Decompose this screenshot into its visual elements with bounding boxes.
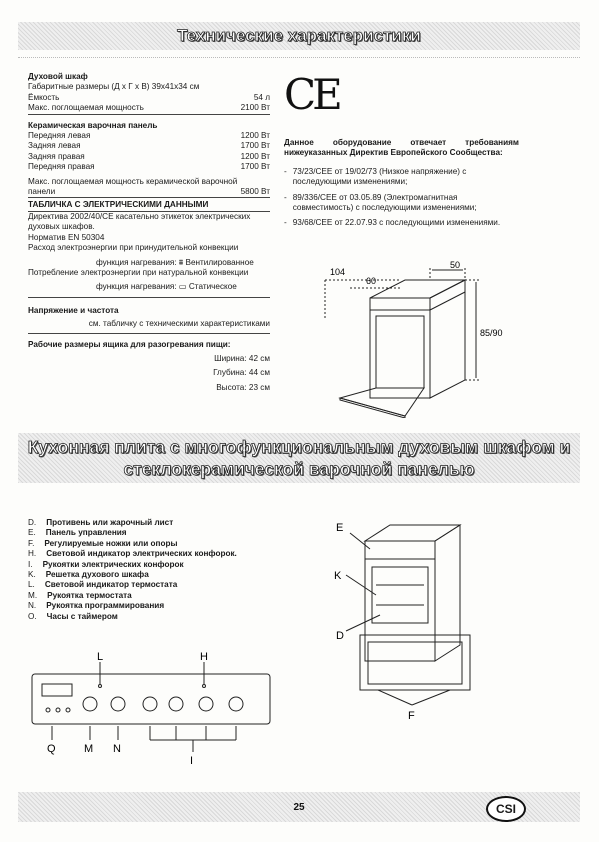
hob-row xyxy=(28,162,270,172)
part-text: Противень или жарочный лист xyxy=(46,518,174,527)
dimension-drawing xyxy=(300,258,510,418)
ce-item-text: 73/23/CEE от 19/02/73 (Низкое напряжение) с последующими изменениями; xyxy=(292,166,467,187)
part-letter: I. xyxy=(28,559,33,569)
list-item xyxy=(28,549,288,559)
dim-104: 104 xyxy=(330,267,346,277)
page-title: Технические характеристики xyxy=(177,26,421,45)
hob-row-label: Задняя правая xyxy=(28,151,85,161)
label-q: Q xyxy=(47,743,56,755)
list-item xyxy=(28,518,288,528)
ce-item-text: 93/68/CEE от 22.07.93 с последующими изменениями. xyxy=(292,218,501,228)
part-letter: N. xyxy=(28,601,37,611)
voltage-text: см. табличку с техническими характеристиками xyxy=(28,319,270,333)
oven-section xyxy=(28,72,270,115)
ce-item-text: 89/336/CEE от 03.05.89 (Электромагнитная совместимость) с последующими изменениями; xyxy=(292,192,477,213)
csi-logo xyxy=(486,796,526,822)
part-text: Панель управления xyxy=(45,528,127,538)
parts-list xyxy=(28,518,288,622)
hob-section xyxy=(28,121,270,199)
oven-dims: Габаритные размеры (Д x Г x В) 39x41x34 см xyxy=(28,82,200,92)
oven-heading: Духовой шкаф xyxy=(28,72,88,81)
label-n: N xyxy=(113,743,121,755)
part-letter: K. xyxy=(28,570,36,580)
label-d: D xyxy=(336,630,344,642)
part-text: Решетка духового шкафа xyxy=(45,570,149,580)
part-letter: M. xyxy=(28,590,38,600)
middle-title-line-2: стеклокерамической варочной панелью xyxy=(123,459,475,479)
hob-total-label-2: панели xyxy=(28,187,56,197)
ce-item: - 93/68/CEE от 22.07.93 с последующими изменениями. xyxy=(284,218,501,228)
plate-line: Директива 2002/40/CE касательно этикеток электрических xyxy=(28,211,251,221)
ce-mark xyxy=(284,70,339,119)
drawer-depth: Глубина: 44 см xyxy=(213,368,270,378)
hob-row-label: Передняя правая xyxy=(28,162,95,172)
list-item xyxy=(28,570,288,580)
ce-item: - 89/336/CEE от 03.05.89 (Электромагнитная совместимость) с последующими изменениями; xyxy=(284,193,519,214)
list-item xyxy=(28,612,288,622)
hob-row xyxy=(28,131,270,141)
ce-section xyxy=(284,138,519,229)
label-i: I xyxy=(190,755,194,767)
part-letter: F. xyxy=(28,538,35,548)
drawer-width: Ширина: 42 см xyxy=(214,353,270,363)
oven-power-value: 2100 Вт xyxy=(240,103,270,113)
middle-title-line-1: Кухонная плита с многофункциональным духовым шкафом и xyxy=(27,437,571,457)
dim-85-90: 85/90 xyxy=(480,328,503,338)
part-letter: E. xyxy=(28,528,36,538)
hob-total-row xyxy=(28,187,270,198)
ce-mark-text: CE xyxy=(284,70,339,119)
list-item xyxy=(28,580,288,590)
specs-column xyxy=(28,72,270,399)
hob-total-value: 5800 Вт xyxy=(240,187,270,197)
part-text: Рукоятки электрических конфорок xyxy=(42,559,184,569)
part-text: Регулируемые ножки или опоры xyxy=(44,538,178,548)
hob-row xyxy=(28,152,270,162)
drawer-height: Высота: 23 см xyxy=(216,382,270,392)
plate-line: функция нагревания: ▭ Статическое xyxy=(28,282,270,297)
page-number: 25 xyxy=(293,801,305,813)
hob-row-label: Задняя левая xyxy=(28,141,81,151)
plate-heading: ТАБЛИЧКА С ЭЛЕКТРИЧЕСКИМИ ДАННЫМИ xyxy=(28,200,270,211)
voltage-heading: Напряжение и частота xyxy=(28,305,119,315)
plate-line: функция нагревания: ⩩ Вентилированное xyxy=(96,257,254,267)
label-e: E xyxy=(336,522,344,534)
hob-row-value: 1700 Вт xyxy=(240,141,270,151)
part-text: Световой индикатор термостата xyxy=(44,580,178,590)
dim-50: 50 xyxy=(450,260,461,270)
cooker-drawing xyxy=(330,515,550,725)
part-text: Световой индикатор электрических конфорок. xyxy=(46,549,237,559)
label-f: F xyxy=(408,710,415,722)
part-letter: L. xyxy=(28,580,35,590)
plate-line: Норматив EN 50304 xyxy=(28,232,105,242)
plate-line: Потребление электроэнергии при натуральной конвекции xyxy=(28,267,249,277)
list-item xyxy=(28,601,288,611)
label-m: M xyxy=(84,743,94,755)
part-letter: D. xyxy=(28,518,37,527)
top-divider xyxy=(18,57,580,58)
plate-section xyxy=(28,200,270,297)
ce-item: - 73/23/CEE от 19/02/73 (Низкое напряжение) с последующими изменениями; xyxy=(284,167,519,188)
oven-power-label: Макс. поглощаемая мощность xyxy=(28,103,144,113)
label-h: H xyxy=(200,651,208,663)
hob-row xyxy=(28,141,270,151)
csi-logo-text: CSI xyxy=(495,802,516,816)
plate-line: духовых шкафов. xyxy=(28,222,95,232)
hob-row-value: 1200 Вт xyxy=(240,131,270,141)
oven-power-row xyxy=(28,103,270,114)
hob-heading: Керамическая варочная панель xyxy=(28,120,158,130)
list-item xyxy=(28,560,288,570)
hob-row-value: 1700 Вт xyxy=(240,162,270,172)
middle-banner xyxy=(18,433,580,483)
plate-line: Расход электроэнергии при принудительной конвекции xyxy=(28,243,239,253)
list-item xyxy=(28,591,288,601)
drawer-section xyxy=(28,340,270,394)
label-k: K xyxy=(334,570,342,582)
header-banner xyxy=(18,22,580,50)
ce-intro: Данное оборудование отвечает требованиям нижеуказанных Директив Европейского Сообщества: xyxy=(284,138,519,158)
hob-row-label: Передняя левая xyxy=(28,131,91,141)
drawer-heading: Рабочие размеры ящика для разогревания пищи: xyxy=(28,339,231,349)
label-l: L xyxy=(97,651,104,663)
oven-capacity-value: 54 л xyxy=(253,92,270,102)
hob-total-label-1: Макс. поглощаемая мощность керамической варочной xyxy=(28,176,238,186)
list-item xyxy=(28,528,288,538)
voltage-section xyxy=(28,306,270,334)
part-text: Рукоятка программирования xyxy=(46,601,165,611)
part-text: Часы с таймером xyxy=(46,611,118,621)
hob-row-value: 1200 Вт xyxy=(240,151,270,161)
list-item xyxy=(28,539,288,549)
oven-capacity-label: Ёмкость xyxy=(28,92,60,102)
dim-60: 60 xyxy=(366,276,377,286)
part-letter: O. xyxy=(28,611,37,621)
oven-capacity-row xyxy=(28,93,270,103)
part-letter: H. xyxy=(28,549,37,559)
control-panel-drawing xyxy=(28,648,278,768)
part-text: Рукоятка термостата xyxy=(47,590,132,600)
